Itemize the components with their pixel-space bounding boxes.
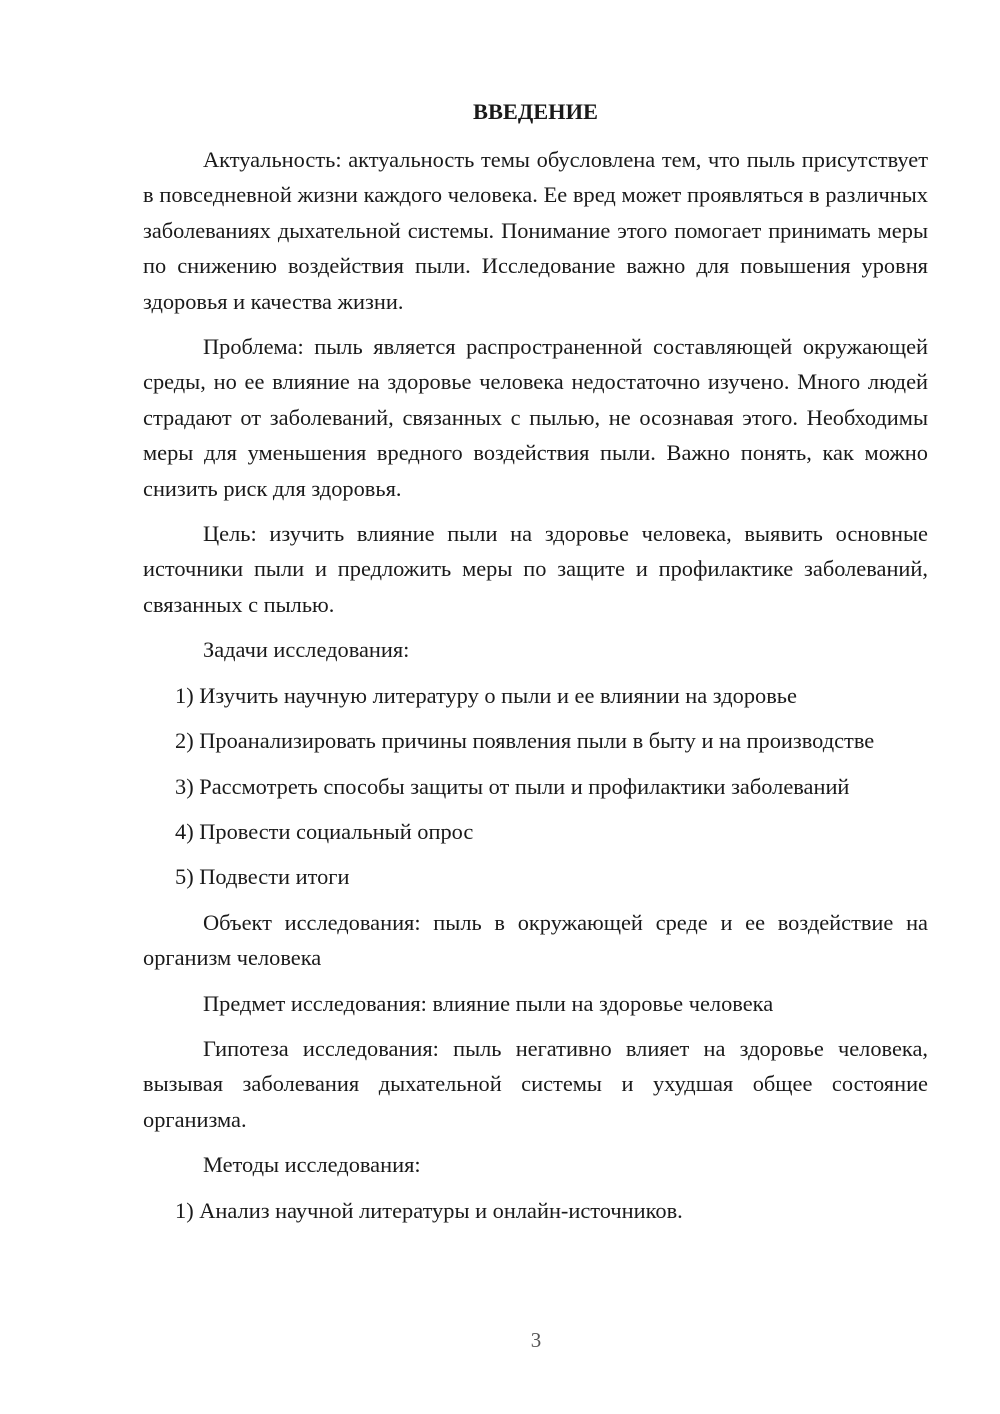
page-body	[143, 94, 928, 1238]
task-item: 3) Рассмотреть способы защиты от пыли и профилактики заболеваний	[175, 773, 850, 799]
task-item: 1) Изучить научную литературу о пыли и ее влиянии на здоровье	[175, 682, 797, 708]
subject-paragraph: Предмет исследования: влияние пыли на здоровье человека	[203, 990, 774, 1016]
goal-paragraph: Цель: изучить влияние пыли на здоровье человека, выявить основные источники пыли и предложить меры по защите и профилактике заболеваний, связанных с пылью.	[143, 521, 928, 617]
relevance-paragraph: Актуальность: актуальность темы обусловлена тем, что пыль присутствует в повседневной жизни каждого человека. Ее вред может проявляться в различных заболеваниях дыхательной системы. Понимание этого помогает принимать меры по снижению воздействия пыли. Исследование важно для повышения уровня здоровья и качества жизни.	[143, 147, 928, 314]
task-item: 2) Проанализировать причины появления пыли в быту и на производстве	[175, 728, 875, 754]
section-title: ВВЕДЕНИЕ	[473, 99, 598, 124]
task-item: 5) Подвести итоги	[175, 864, 350, 890]
task-item: 4) Провести социальный опрос	[175, 818, 474, 844]
object-paragraph: Объект исследования: пыль в окружающей среде и ее воздействие на организм человека	[143, 909, 928, 971]
problem-paragraph: Проблема: пыль является распространенной составляющей окружающей среды, но ее влияние на здоровье человека недостаточно изучено. Много людей страдают от заболеваний, связанных с пылью, не осознавая этого. Необходимы меры для уменьшения вредного воздействия пыли. Важно понять, как можно снизить риск для здоровья.	[143, 334, 928, 501]
tasks-heading: Задачи исследования:	[203, 637, 410, 663]
methods-heading: Методы исследования:	[203, 1152, 421, 1178]
hypothesis-paragraph: Гипотеза исследования: пыль негативно влияет на здоровье человека, вызывая заболевания дыхательной системы и ухудшая общее состояние организма.	[143, 1035, 928, 1132]
page-number: 3	[530, 1328, 542, 1352]
method-item: 1) Анализ научной литературы и онлайн-источников.	[175, 1197, 683, 1223]
